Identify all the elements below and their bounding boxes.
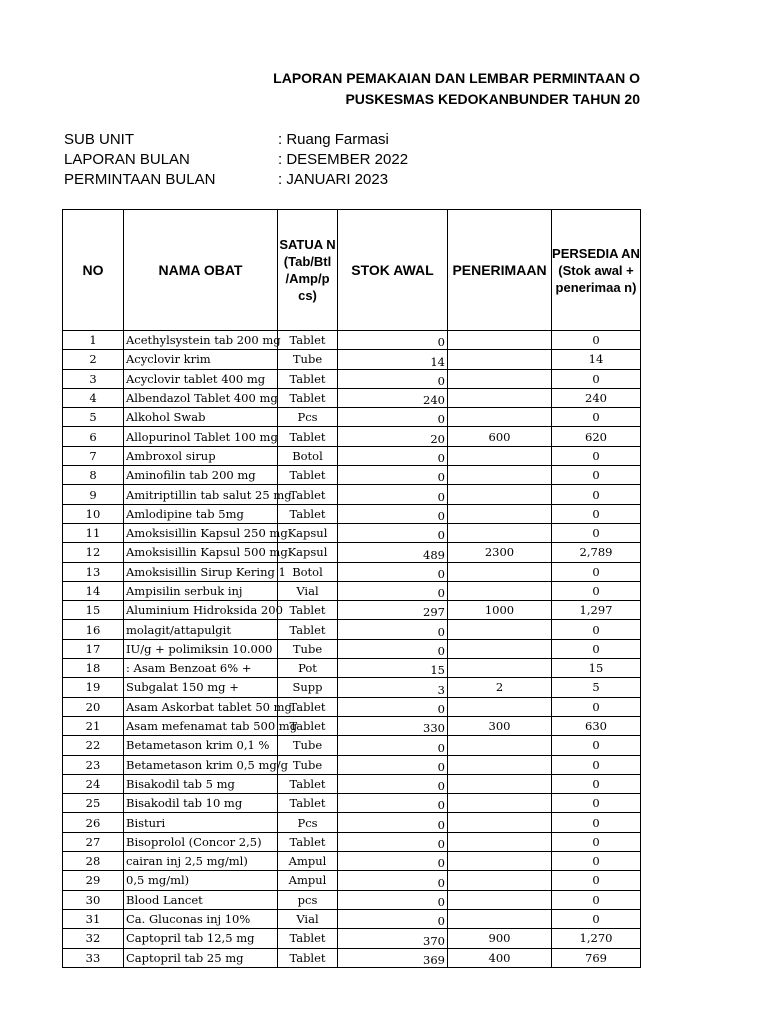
row-number-cell: 33: [63, 948, 124, 967]
row-number-cell: 17: [63, 639, 124, 658]
table-row: [63, 929, 641, 948]
table-row: [63, 639, 641, 658]
unit-cell: Kapsul: [278, 523, 338, 542]
drug-name-cell: Albendazol Tablet 400 mg: [124, 388, 278, 407]
drug-name-cell: Bisakodil tab 5 mg: [124, 774, 278, 793]
initial-stock-cell: 0: [338, 755, 448, 774]
row-number-cell: 5: [63, 408, 124, 427]
row-number-cell: 18: [63, 659, 124, 678]
report-title-line-1: LAPORAN PEMAKAIAN DAN LEMBAR PERMINTAAN O: [273, 70, 640, 86]
received-cell: [448, 774, 552, 793]
row-number-cell: 21: [63, 716, 124, 735]
unit-cell: Tablet: [278, 929, 338, 948]
row-number-cell: 8: [63, 466, 124, 485]
drug-name-cell: Aminofilin tab 200 mg: [124, 466, 278, 485]
supply-total-cell: 769: [552, 948, 641, 967]
table-row: [63, 678, 641, 697]
drug-name-cell: Amoksisillin Kapsul 500 mg: [124, 543, 278, 562]
initial-stock-cell: 15: [338, 659, 448, 678]
initial-stock-cell: 0: [338, 504, 448, 523]
drug-name-cell: Ca. Gluconas inj 10%: [124, 909, 278, 928]
supply-total-cell: 0: [552, 774, 641, 793]
initial-stock-cell: 0: [338, 369, 448, 388]
unit-cell: Tablet: [278, 369, 338, 388]
row-number-cell: 1: [63, 331, 124, 350]
row-number-cell: 10: [63, 504, 124, 523]
unit-cell: Vial: [278, 909, 338, 928]
table-row: [63, 659, 641, 678]
supply-total-cell: 0: [552, 794, 641, 813]
unit-cell: Tablet: [278, 794, 338, 813]
received-cell: [448, 890, 552, 909]
row-number-cell: 13: [63, 562, 124, 581]
initial-stock-cell: 0: [338, 813, 448, 832]
received-cell: [448, 350, 552, 369]
initial-stock-cell: 0: [338, 523, 448, 542]
header-stok-awal: STOK AWAL: [338, 210, 448, 331]
table-row: [63, 890, 641, 909]
supply-total-cell: 620: [552, 427, 641, 446]
table-row: [63, 813, 641, 832]
row-number-cell: 19: [63, 678, 124, 697]
supply-total-cell: 0: [552, 852, 641, 871]
table-row: [63, 562, 641, 581]
drug-name-cell: Acyclovir tablet 400 mg: [124, 369, 278, 388]
table-row: [63, 504, 641, 523]
received-cell: [448, 562, 552, 581]
table-row: [63, 909, 641, 928]
drug-usage-table: [62, 209, 641, 968]
drug-name-cell: Captopril tab 12,5 mg: [124, 929, 278, 948]
table-row: [63, 485, 641, 504]
meta-value: : JANUARI 2023: [278, 171, 389, 188]
received-cell: 1000: [448, 601, 552, 620]
initial-stock-cell: 0: [338, 485, 448, 504]
drug-name-cell: Aluminium Hidroksida 200: [124, 601, 278, 620]
table-header-row: [63, 210, 641, 331]
drug-name-cell: Amoksisillin Sirup Kering 1: [124, 562, 278, 581]
unit-cell: Tablet: [278, 427, 338, 446]
unit-cell: Tablet: [278, 832, 338, 851]
row-number-cell: 12: [63, 543, 124, 562]
received-cell: [448, 369, 552, 388]
supply-total-cell: 5: [552, 678, 641, 697]
row-number-cell: 32: [63, 929, 124, 948]
row-number-cell: 22: [63, 736, 124, 755]
unit-cell: Pot: [278, 659, 338, 678]
received-cell: [448, 909, 552, 928]
row-number-cell: 29: [63, 871, 124, 890]
supply-total-cell: 2,789: [552, 543, 641, 562]
drug-name-cell: Bisoprolol (Concor 2,5): [124, 832, 278, 851]
row-number-cell: 28: [63, 852, 124, 871]
supply-total-cell: 1,297: [552, 601, 641, 620]
table-row: [63, 581, 641, 600]
row-number-cell: 30: [63, 890, 124, 909]
drug-name-cell: Acyclovir krim: [124, 350, 278, 369]
row-number-cell: 3: [63, 369, 124, 388]
received-cell: [448, 466, 552, 485]
supply-total-cell: 0: [552, 446, 641, 465]
table-row: [63, 601, 641, 620]
supply-total-cell: 0: [552, 466, 641, 485]
drug-name-cell: Acethylsystein tab 200 mg: [124, 331, 278, 350]
supply-total-cell: 0: [552, 581, 641, 600]
drug-name-cell: Ambroxol sirup: [124, 446, 278, 465]
received-cell: 600: [448, 427, 552, 446]
table-row: [63, 350, 641, 369]
received-cell: [448, 871, 552, 890]
supply-total-cell: 0: [552, 639, 641, 658]
supply-total-cell: 0: [552, 871, 641, 890]
table-row: [63, 774, 641, 793]
unit-cell: Pcs: [278, 813, 338, 832]
row-number-cell: 15: [63, 601, 124, 620]
received-cell: [448, 620, 552, 639]
header-nama-obat: NAMA OBAT: [124, 210, 278, 331]
initial-stock-cell: 0: [338, 890, 448, 909]
row-number-cell: 11: [63, 523, 124, 542]
row-number-cell: 6: [63, 427, 124, 446]
row-number-cell: 24: [63, 774, 124, 793]
supply-total-cell: 0: [552, 504, 641, 523]
table-row: [63, 369, 641, 388]
drug-name-cell: Alkohol Swab: [124, 408, 278, 427]
drug-name-cell: Amlodipine tab 5mg: [124, 504, 278, 523]
drug-name-cell: cairan inj 2,5 mg/ml): [124, 852, 278, 871]
table-row: [63, 543, 641, 562]
initial-stock-cell: 0: [338, 736, 448, 755]
drug-name-cell: : Asam Benzoat 6% +: [124, 659, 278, 678]
table-row: [63, 388, 641, 407]
drug-name-cell: Ampisilin serbuk inj: [124, 581, 278, 600]
table-row: [63, 408, 641, 427]
unit-cell: Ampul: [278, 852, 338, 871]
received-cell: [448, 697, 552, 716]
unit-cell: Tablet: [278, 620, 338, 639]
meta-label: LAPORAN BULAN: [64, 151, 190, 168]
unit-cell: Kapsul: [278, 543, 338, 562]
header-satuan: SATUA N (Tab/Btl /Amp/p cs): [278, 210, 338, 331]
drug-name-cell: molagit/attapulgit: [124, 620, 278, 639]
row-number-cell: 14: [63, 581, 124, 600]
supply-total-cell: 0: [552, 813, 641, 832]
table-body: [63, 331, 641, 968]
drug-name-cell: Asam Askorbat tablet 50 mg: [124, 697, 278, 716]
supply-total-cell: 14: [552, 350, 641, 369]
drug-name-cell: IU/g + polimiksin 10.000: [124, 639, 278, 658]
unit-cell: Tube: [278, 755, 338, 774]
table-row: [63, 466, 641, 485]
initial-stock-cell: 0: [338, 909, 448, 928]
unit-cell: Tablet: [278, 466, 338, 485]
initial-stock-cell: 0: [338, 466, 448, 485]
received-cell: [448, 755, 552, 774]
initial-stock-cell: 3: [338, 678, 448, 697]
initial-stock-cell: 489: [338, 543, 448, 562]
supply-total-cell: 1,270: [552, 929, 641, 948]
received-cell: [448, 485, 552, 504]
meta-label: SUB UNIT: [64, 131, 135, 148]
unit-cell: Tablet: [278, 504, 338, 523]
unit-cell: Tablet: [278, 948, 338, 967]
table-row: [63, 427, 641, 446]
supply-total-cell: 0: [552, 697, 641, 716]
table-row: [63, 755, 641, 774]
unit-cell: Tablet: [278, 601, 338, 620]
drug-name-cell: Allopurinol Tablet 100 mg: [124, 427, 278, 446]
unit-cell: Pcs: [278, 408, 338, 427]
unit-cell: Botol: [278, 562, 338, 581]
table-row: [63, 620, 641, 639]
received-cell: 2: [448, 678, 552, 697]
table-row: [63, 446, 641, 465]
drug-name-cell: Bisakodil tab 10 mg: [124, 794, 278, 813]
header-persediaan: PERSEDIA AN (Stok awal + penerimaa n): [552, 210, 641, 331]
unit-cell: Botol: [278, 446, 338, 465]
initial-stock-cell: 14: [338, 350, 448, 369]
drug-name-cell: 0,5 mg/ml): [124, 871, 278, 890]
received-cell: [448, 408, 552, 427]
received-cell: [448, 794, 552, 813]
initial-stock-cell: 0: [338, 562, 448, 581]
table-row: [63, 523, 641, 542]
received-cell: [448, 504, 552, 523]
initial-stock-cell: 0: [338, 639, 448, 658]
drug-name-cell: Subgalat 150 mg +: [124, 678, 278, 697]
meta-value: : Ruang Farmasi: [278, 131, 389, 148]
supply-total-cell: 15: [552, 659, 641, 678]
meta-value: : DESEMBER 2022: [278, 151, 409, 168]
table-row: [63, 736, 641, 755]
initial-stock-cell: 0: [338, 871, 448, 890]
supply-total-cell: 0: [552, 736, 641, 755]
received-cell: [448, 446, 552, 465]
unit-cell: Tablet: [278, 716, 338, 735]
initial-stock-cell: 0: [338, 620, 448, 639]
supply-total-cell: 0: [552, 369, 641, 388]
initial-stock-cell: 330: [338, 716, 448, 735]
header-no: NO: [63, 210, 124, 331]
table-row: [63, 697, 641, 716]
supply-total-cell: 240: [552, 388, 641, 407]
initial-stock-cell: 0: [338, 832, 448, 851]
report-title-line-2: PUSKESMAS KEDOKANBUNDER TAHUN 20: [345, 91, 640, 107]
received-cell: [448, 736, 552, 755]
supply-total-cell: 0: [552, 890, 641, 909]
unit-cell: Tube: [278, 639, 338, 658]
supply-total-cell: 0: [552, 562, 641, 581]
supply-total-cell: 0: [552, 755, 641, 774]
drug-name-cell: Amitriptillin tab salut 25 mg: [124, 485, 278, 504]
row-number-cell: 16: [63, 620, 124, 639]
table-row: [63, 832, 641, 851]
initial-stock-cell: 0: [338, 408, 448, 427]
row-number-cell: 31: [63, 909, 124, 928]
drug-name-cell: Asam mefenamat tab 500 mg: [124, 716, 278, 735]
supply-total-cell: 0: [552, 909, 641, 928]
row-number-cell: 2: [63, 350, 124, 369]
table-row: [63, 794, 641, 813]
row-number-cell: 23: [63, 755, 124, 774]
row-number-cell: 20: [63, 697, 124, 716]
table-row: [63, 331, 641, 350]
row-number-cell: 7: [63, 446, 124, 465]
supply-total-cell: 0: [552, 620, 641, 639]
header-penerimaan: PENERIMAAN: [448, 210, 552, 331]
table-row: [63, 716, 641, 735]
supply-total-cell: 0: [552, 523, 641, 542]
unit-cell: pcs: [278, 890, 338, 909]
supply-total-cell: 630: [552, 716, 641, 735]
table-row: [63, 871, 641, 890]
received-cell: [448, 852, 552, 871]
supply-total-cell: 0: [552, 408, 641, 427]
unit-cell: Tablet: [278, 485, 338, 504]
supply-total-cell: 0: [552, 485, 641, 504]
initial-stock-cell: 0: [338, 331, 448, 350]
received-cell: 2300: [448, 543, 552, 562]
unit-cell: Supp: [278, 678, 338, 697]
drug-name-cell: Bisturi: [124, 813, 278, 832]
row-number-cell: 27: [63, 832, 124, 851]
unit-cell: Vial: [278, 581, 338, 600]
unit-cell: Tablet: [278, 331, 338, 350]
drug-name-cell: Captopril tab 25 mg: [124, 948, 278, 967]
row-number-cell: 9: [63, 485, 124, 504]
received-cell: [448, 813, 552, 832]
unit-cell: Tube: [278, 736, 338, 755]
unit-cell: Tablet: [278, 697, 338, 716]
supply-total-cell: 0: [552, 331, 641, 350]
unit-cell: Tablet: [278, 774, 338, 793]
drug-name-cell: Betametason krim 0,5 mg/g: [124, 755, 278, 774]
drug-name-cell: Amoksisillin Kapsul 250 mg: [124, 523, 278, 542]
received-cell: [448, 581, 552, 600]
received-cell: [448, 331, 552, 350]
initial-stock-cell: 20: [338, 427, 448, 446]
unit-cell: Tablet: [278, 388, 338, 407]
initial-stock-cell: 297: [338, 601, 448, 620]
received-cell: [448, 523, 552, 542]
initial-stock-cell: 0: [338, 446, 448, 465]
initial-stock-cell: 370: [338, 929, 448, 948]
received-cell: 400: [448, 948, 552, 967]
received-cell: 300: [448, 716, 552, 735]
initial-stock-cell: 0: [338, 794, 448, 813]
row-number-cell: 26: [63, 813, 124, 832]
initial-stock-cell: 0: [338, 852, 448, 871]
row-number-cell: 25: [63, 794, 124, 813]
row-number-cell: 4: [63, 388, 124, 407]
drug-name-cell: Blood Lancet: [124, 890, 278, 909]
initial-stock-cell: 0: [338, 581, 448, 600]
received-cell: 900: [448, 929, 552, 948]
received-cell: [448, 659, 552, 678]
initial-stock-cell: 369: [338, 948, 448, 967]
received-cell: [448, 639, 552, 658]
received-cell: [448, 388, 552, 407]
meta-label: PERMINTAAN BULAN: [64, 171, 216, 188]
initial-stock-cell: 240: [338, 388, 448, 407]
received-cell: [448, 832, 552, 851]
initial-stock-cell: 0: [338, 697, 448, 716]
table-row: [63, 852, 641, 871]
unit-cell: Ampul: [278, 871, 338, 890]
drug-name-cell: Betametason krim 0,1 %: [124, 736, 278, 755]
table-row: [63, 948, 641, 967]
supply-total-cell: 0: [552, 832, 641, 851]
unit-cell: Tube: [278, 350, 338, 369]
initial-stock-cell: 0: [338, 774, 448, 793]
